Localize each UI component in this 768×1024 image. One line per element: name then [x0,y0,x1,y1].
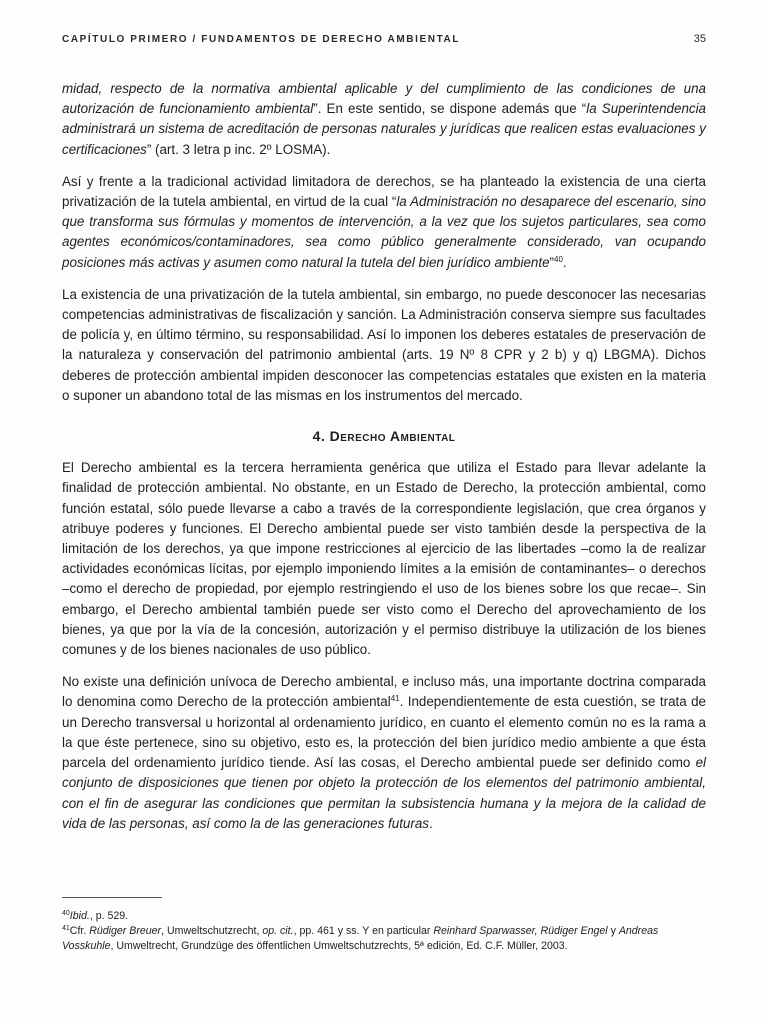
text-run: No existe una definición unívoca de Derecho ambiental, e incluso más, una importante doctrina comparada lo denomina como Derecho de la protección ambiental [62,674,706,710]
text-run: op. cit. [262,925,294,937]
text-run: , Umweltschutzrecht, [161,925,263,937]
text-run: ”. En este sentido, se dispone además que “ [313,101,587,117]
paragraph-5 [62,672,706,834]
text-run: y [607,925,619,937]
text-run: . Independientemente de esta cuestión, se trata de un Derecho transversal u horizontal al ordenamiento jurídico, en cuanto el elemento común no es la rama a la que éste pertenece, sino su objetivo, esto es, la protección del bien jurídico medio ambiente a que ésta parcela del ordenamiento jurídico tiende. Así las cosas, el Derecho ambiental puede ser definido como [62,694,707,771]
paragraph-1 [62,79,706,160]
author-name: Rüdiger Breuer [89,925,162,937]
author-name: Andreas Vosskuhle [62,925,659,952]
italic-quote: midad, respecto de la normativa ambiental aplicable y del cumplimiento de las condiciones de una autorización de funcionamiento ambiental [62,81,706,117]
italic-quote: la Superintendencia administrará un sistema de acreditación de personas naturales y jurídicas que realicen estas evaluaciones y certificaciones [62,101,707,157]
text-run: Cfr. [69,925,90,937]
paragraph-2 [62,172,706,273]
text-run: , p. 529. [89,910,129,922]
footnote-number: 41 [62,925,70,932]
author-name: Reinhard Sparwasser, Rüdiger Engel [433,925,608,937]
page-number: 35 [693,33,706,45]
footnote-number: 40 [62,910,70,917]
text-run: . [562,254,567,270]
body-text [62,79,706,846]
text-run: , pp. 461 y ss. Y en particular [293,925,434,937]
text-run: Ibid. [69,910,90,922]
footnote-40 [62,909,706,924]
footnote-ref-40[interactable]: 40 [554,254,563,264]
paragraph-4: El Derecho ambiental es la tercera herramienta genérica que utiliza el Estado para llevar adelante la finalidad de protección ambiental. No obstante, en un Estado de Derecho, la protección ambiental, como función estatal, sólo puede llevarse a cabo a través de la correspondiente legislación, que crea órganos y atribuye poderes y funciones. El Derecho ambiental puede ser visto también desde la perspectiva de la limitación de los derechos, ya que impone restricciones al ejercicio de las libertades –como la de realizar actividades económicas lícitas, por ejemplo imponiendo límites a la emisión de contaminantes– o derechos –como el derecho de propiedad, por ejemplo restringiendo el uso de los bienes sobre los que recae–. Sin embargo, el Derecho ambiental también puede ser visto como el Derecho del aprovechamiento de los bienes, ya que por la vía de la concesión, autorización y el permiso distribuye la utilización de los bienes comunes y de los bienes nacionales de uso público. [62,460,706,658]
text-run: . [428,815,433,831]
footnote-ref-41[interactable]: 41 [390,694,400,704]
chapter-title: CAPÍTULO PRIMERO / FUNDAMENTOS DE DERECHO AMBIENTAL [62,34,461,45]
text-run: Así y frente a la tradicional actividad limitadora de derechos, se ha planteado la existencia de una cierta privatización de la tutela ambiental, en virtud de la cual “ [62,173,706,210]
running-header [62,33,706,45]
footnotes [62,909,706,954]
text-run: ” [549,254,554,270]
paragraph-3: La existencia de una privatización de la tutela ambiental, sin embargo, no puede desconocer las necesarias competencias administrativas de fiscalización y sanción. La Administración conserva siempre sus facultades de policía y, en último término, su responsabilidad. Así lo imponen los deberes estatales de preservación de la naturaleza y conservación del patrimonio ambiental (arts. 19 Nº 8 CPR y 2 b) y q) LBGMA). Dichos deberes de protección ambiental impiden desconocer las competencias estatales que existen en la materia o suponer un abandono total de las mismas en los instrumentos del mercado. [62,286,706,403]
section-heading: 4. Derecho Ambiental [312,428,456,445]
footnote-41 [62,924,706,954]
footnote-divider [62,897,162,898]
text-run: , Umweltrecht, Grundzüge des öffentlichen Umweltschutzrechts, 5ª edición, Ed. C.F. Müller, 2003. [110,940,568,952]
italic-definition: el conjunto de disposiciones que tienen por objeto la protección de los elementos del patrimonio ambiental, con el fin de asegurar las condiciones que permitan la subsistencia humana y la mejora de la calidad de vida de las personas, así como la de las generaciones futuras [62,755,706,831]
italic-quote: la Administración no desaparece del escenario, sino que transforma sus fórmulas y momentos de intervención, a la vez que los sujetos particulares, sea como agentes económicos/contaminadores, sea como público generalmente considerado, van ocupando posiciones más activas y asumen como natural la tutela del bien jurídico ambiente [62,194,706,270]
text-run: ” (art. 3 letra p inc. 2º LOSMA). [146,141,331,157]
